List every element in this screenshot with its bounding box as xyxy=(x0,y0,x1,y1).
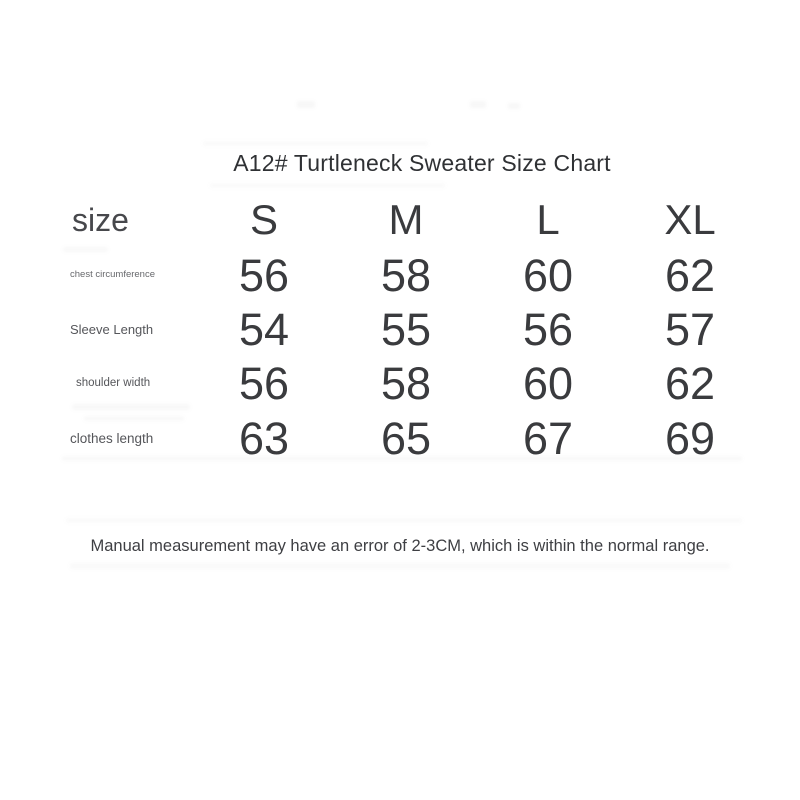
row-label-chest-circumference: chest circumference xyxy=(70,269,156,281)
column-header-l: L xyxy=(536,196,560,243)
ghost-artifact xyxy=(210,183,445,188)
ghost-artifact xyxy=(203,141,428,146)
row-label-sleeve-length: Sleeve Length xyxy=(70,321,154,337)
column-header-xl: XL xyxy=(664,196,716,243)
cell-clothes-m: 65 xyxy=(380,413,432,464)
cell-chest-m: 58 xyxy=(380,249,432,301)
column-header-s: S xyxy=(249,196,278,243)
ghost-artifact xyxy=(70,563,730,569)
cell-clothes-l: 67 xyxy=(522,413,574,464)
cell-chest-l: 60 xyxy=(522,249,574,301)
cell-sleeve-l: 56 xyxy=(522,303,574,355)
cell-shoulder-m: 58 xyxy=(380,358,432,409)
ghost-artifact xyxy=(470,101,486,108)
ghost-artifact xyxy=(297,101,315,108)
ghost-artifact xyxy=(66,518,742,523)
page-title: A12# Turtleneck Sweater Size Chart xyxy=(233,150,611,176)
cell-sleeve-xl: 57 xyxy=(664,303,716,355)
size-corner-label: size xyxy=(72,202,129,238)
size-table xyxy=(60,192,761,466)
cell-shoulder-l: 60 xyxy=(522,358,574,409)
cell-clothes-s: 63 xyxy=(238,413,290,464)
cell-chest-s: 56 xyxy=(238,249,290,301)
row-label-clothes-length: clothes length xyxy=(70,430,154,446)
cell-chest-xl: 62 xyxy=(664,249,716,301)
cell-sleeve-m: 55 xyxy=(380,303,432,355)
row-label-shoulder-width: shoulder width xyxy=(76,376,151,389)
ghost-artifact xyxy=(508,103,520,109)
cell-shoulder-s: 56 xyxy=(238,358,290,409)
column-header-m: M xyxy=(388,196,424,243)
cell-sleeve-s: 54 xyxy=(238,303,290,355)
cell-shoulder-xl: 62 xyxy=(664,358,716,409)
measurement-note: Manual measurement may have an error of 2-3CM, which is within the normal range. xyxy=(90,537,710,555)
cell-clothes-xl: 69 xyxy=(664,413,716,464)
